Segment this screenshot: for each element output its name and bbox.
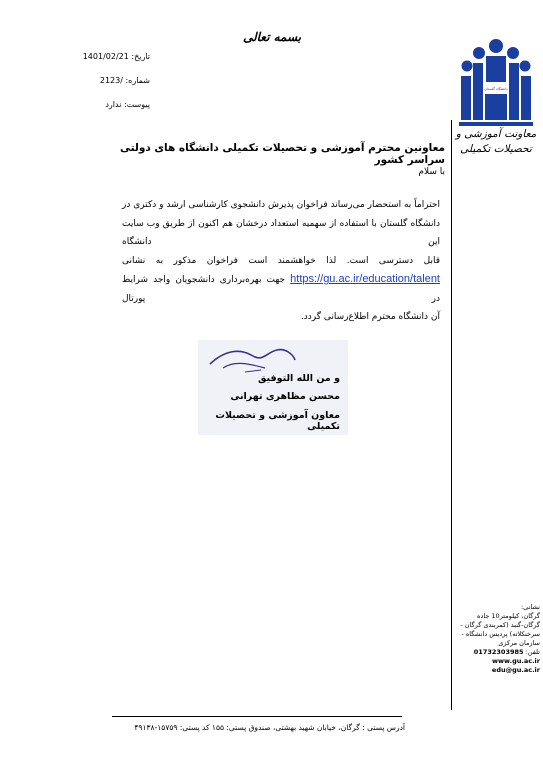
talent-url-link[interactable]: https://gu.ac.ir/education/talent [290,273,440,285]
body-line-4 [122,270,440,308]
body-line-4-text: جهت بهره‌برداری دانشجویان واجد شرایط در پورتال [122,275,440,304]
phone-label: تلفن: [525,648,540,656]
number-label: شماره: [125,76,150,85]
email-link[interactable]: edu@gu.ac.ir [491,666,540,674]
address-label: نشانی: [520,603,540,611]
contact-block [452,603,540,675]
phone-number: 01732303985 [473,648,524,656]
body-line-5: آن دانشگاه محترم اطلاع‌رسانی گردد. [300,312,440,322]
website-link[interactable]: www.gu.ac.ir [492,657,540,665]
attachment-value: ندارد [105,100,122,109]
bismillah-heading: بسمه تعالی [242,30,302,44]
closing-phrase: و من الله التوفیق [257,373,340,384]
attachment-row [40,100,150,110]
address-line-2: گرگان-گنبد (کمربندی گرگان - [460,621,540,629]
address-line-4: سازمان مرکزی [498,639,540,647]
body-line-3: قابل دسترسی است. لذا خواهشمند است فراخوان مذکور به نشانی [122,255,440,266]
address-line-1: گرگان، کیلومتر10 جاده [477,612,540,620]
address-line-3: سرخنکلاته) پردیس دانشگاه - [461,630,540,638]
letter-body [122,196,440,327]
number-row [40,76,150,86]
body-line-1: احتراماً به استحضار می‌رساند فراخوان پذیرش دانشجوی کارشناسی ارشد و دکتری در [122,200,440,210]
department-line-2: تحصیلات تکمیلی [460,143,532,155]
number-value: 2123/ [99,76,123,85]
body-line-2: دانشگاه گلستان با استفاده از سهمیه استعداد درخشان هم اکنون از طریق وب سایت این دانشگاه [122,218,440,247]
department-name [455,127,537,157]
letter-recipient-title: معاونین محترم آموزشی و تحصیلات تکمیلی دانشگاه های دولتی سراسر کشور [119,142,445,166]
golestan-university-logo-icon [455,36,537,128]
department-line-1: معاونت آموزشی و [455,128,537,140]
date-value: 1401/02/21 [82,52,129,61]
greeting: با سلام [418,167,445,177]
date-label: تاریخ: [131,52,150,61]
phone-row [452,648,540,657]
footer-postal-address: آدرس پستی : گرگان، خیابان شهید بهشتی، صندوق پستی: ۱۵۵ کد پستی: ۱۵۷۵۹-۴۹۱۳۸ [134,723,405,732]
signatory-name: محسن مظاهری تهرانی [230,391,340,402]
footer-divider [112,716,402,717]
logo-caption: دانشگاه گلستان [484,87,508,91]
attachment-label: پیوست: [123,100,150,109]
date-row [40,52,150,62]
signatory-position: معاون آموزشی و تحصیلات تکمیلی [215,410,340,432]
